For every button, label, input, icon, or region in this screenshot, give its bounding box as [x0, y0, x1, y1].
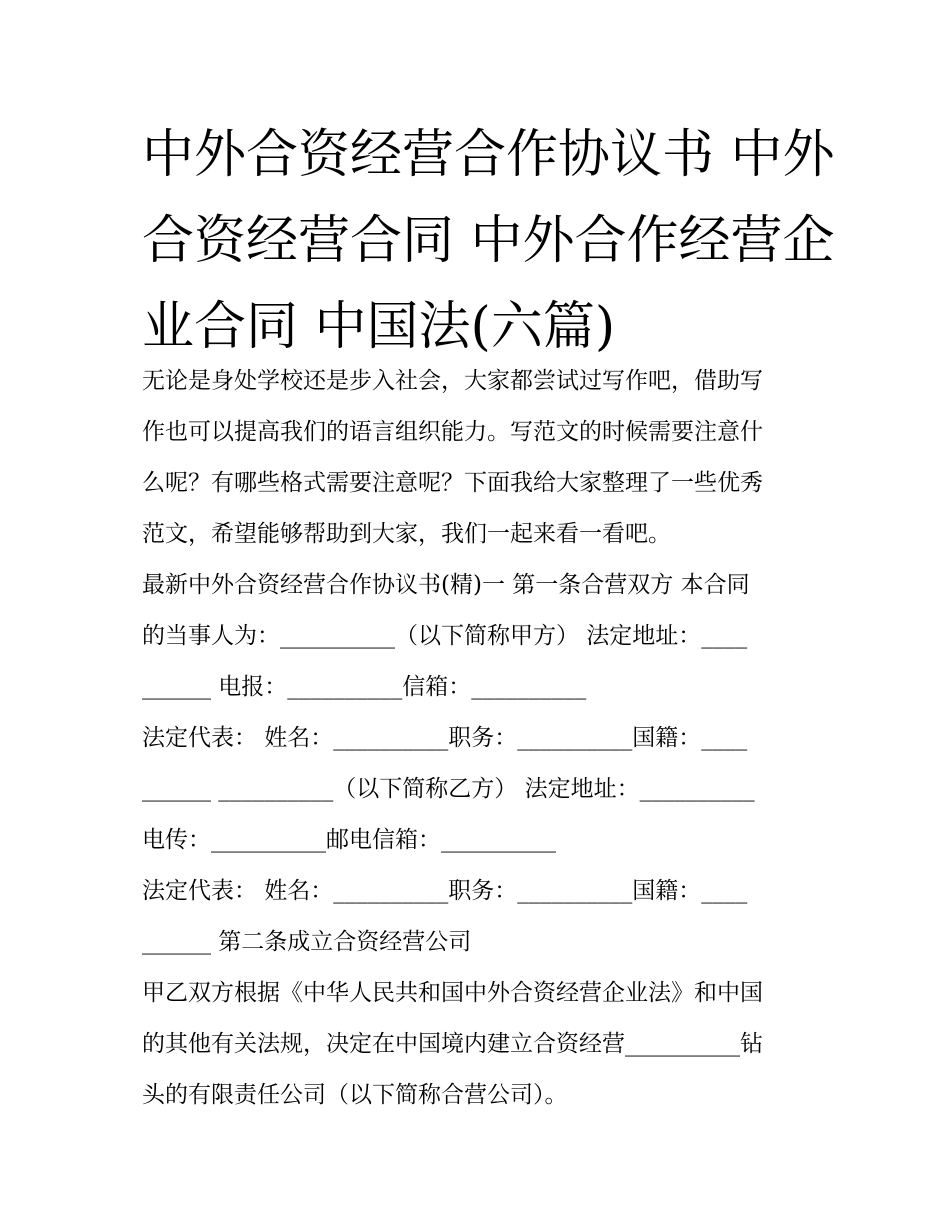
title-line: 中外合资经营合作协议书 中外 — [142, 125, 835, 185]
clause-line: 甲乙双方根据《中华人民共和国中外合资经营企业法》和中国 — [142, 980, 763, 1006]
clause-line: 头的有限责任公司（以下简称合营公司）。 — [142, 1082, 568, 1108]
intro-line: 么呢？有哪些格式需要注意呢？下面我给大家整理了一些优秀 — [142, 470, 763, 496]
clause-line: 最新中外合资经营合作协议书(精)一 第一条合营双方 本合同 — [142, 572, 750, 598]
clause-line: 电传：__________邮电信箱：__________ — [142, 827, 556, 853]
clause-line: ______ 第二条成立合资经营公司 — [142, 929, 472, 955]
title-line: 业合同 中国法(六篇) — [142, 297, 616, 357]
clause-line: ______ __________（以下简称乙方） 法定地址：__________ — [142, 776, 755, 802]
title-line: 合资经营合同 中外合作经营企 — [142, 211, 835, 271]
clause-line: 法定代表： 姓名：__________职务：__________国籍：____ — [142, 878, 748, 904]
clause-line: 的当事人为：__________（以下简称甲方） 法定地址：____ — [142, 623, 748, 649]
clause-line: ______ 电报：__________信箱：__________ — [142, 674, 587, 700]
intro-line: 无论是身处学校还是步入社会，大家都尝试过写作吧，借助写 — [142, 368, 763, 394]
document-body — [142, 356, 822, 1121]
intro-line: 范文，希望能够帮助到大家，我们一起来看一看吧。 — [142, 521, 671, 547]
intro-line: 作也可以提高我们的语言组织能力。写范文的时候需要注意什 — [142, 419, 763, 445]
document-title — [142, 112, 835, 370]
clause-line: 的其他有关法规，决定在中国境内建立合资经营__________钻 — [142, 1031, 763, 1057]
clause-line: 法定代表： 姓名：__________职务：__________国籍：____ — [142, 725, 748, 751]
